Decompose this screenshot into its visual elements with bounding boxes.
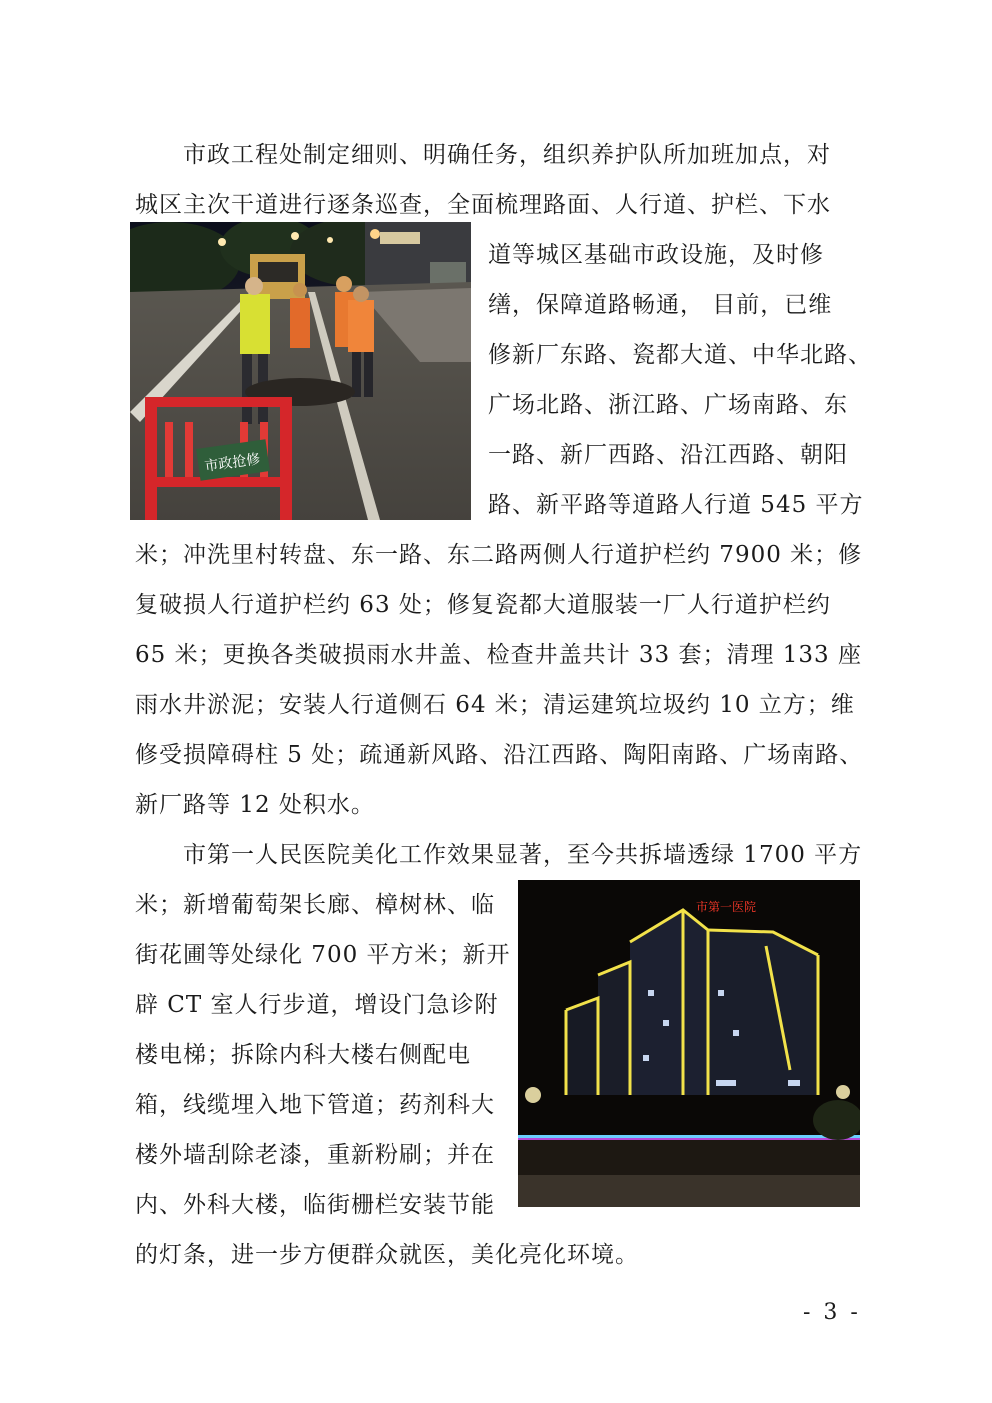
para1-line-9: 米；冲洗里村转盘、东一路、东二路两侧人行道护栏约 7900 米；修	[135, 542, 863, 568]
para2-line-8: 内、外科大楼，临街栅栏安装节能	[135, 1192, 495, 1218]
para2-line-7: 楼外墙刮除老漆，重新粉刷；并在	[135, 1142, 495, 1168]
para1-line-6: 广场北路、浙江路、广场南路、东	[488, 392, 848, 418]
para1-line-10: 复破损人行道护栏约 63 处；修复瓷都大道服装一厂人行道护栏约	[135, 592, 831, 618]
para1-line-5: 修新厂东路、瓷都大道、中华北路、	[488, 342, 872, 368]
para1-line-14: 新厂路等 12 处积水。	[135, 792, 375, 818]
para1-line-7: 一路、新厂西路、沿江西路、朝阳	[488, 442, 848, 468]
para1-line-2: 城区主次干道进行逐条巡查，全面梳理路面、人行道、护栏、下水	[135, 192, 831, 218]
para2-line-9: 的灯条，进一步方便群众就医，美化亮化环境。	[135, 1242, 639, 1268]
para1-line-12: 雨水井淤泥；安装人行道侧石 64 米；清运建筑垃圾约 10 立方；维	[135, 692, 855, 718]
para2-line-4: 辟 CT 室人行步道，增设门急诊附	[135, 992, 499, 1018]
hospital-night-photo	[518, 880, 860, 1207]
repair-sign-text: 市政抢修	[203, 451, 262, 475]
para2-line-6: 箱，线缆埋入地下管道；药剂科大	[135, 1092, 495, 1118]
para2-line-5: 楼电梯；拆除内科大楼右侧配电	[135, 1042, 471, 1068]
hospital-roof-sign: 市第一医院	[696, 900, 757, 914]
para2-line-1: 市第一人民医院美化工作效果显著，至今共拆墙透绿 1700 平方	[183, 842, 863, 868]
para1-line-13: 修受损障碍柱 5 处；疏通新风路、沿江西路、陶阳南路、广场南路、	[135, 742, 864, 768]
para1-line-3: 道等城区基础市政设施，及时修	[488, 242, 824, 268]
para1-line-11: 65 米；更换各类破损雨水井盖、检查井盖共计 33 套；清理 133 座	[135, 642, 862, 668]
para2-line-2: 米；新增葡萄架长廊、樟树林、临	[135, 892, 495, 918]
road-repair-photo	[130, 222, 471, 520]
para1-line-4: 缮，保障道路畅通， 目前，已维	[488, 292, 833, 318]
para1-line-8: 路、新平路等道路人行道 545 平方	[488, 492, 864, 518]
page-number: - 3 -	[803, 1300, 861, 1325]
para1-line-1: 市政工程处制定细则、明确任务，组织养护队所加班加点，对	[183, 142, 831, 168]
para2-line-3: 街花圃等处绿化 700 平方米；新开	[135, 942, 511, 968]
